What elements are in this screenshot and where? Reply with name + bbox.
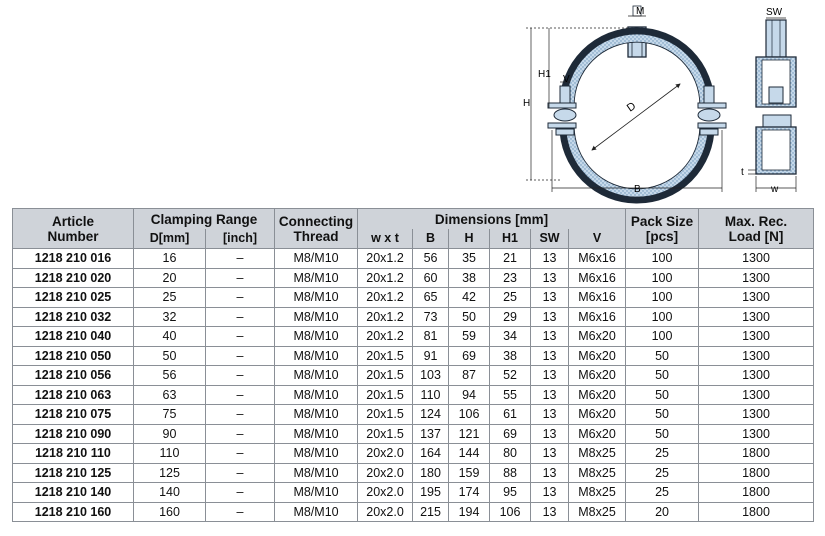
cell-dim-sw: 13	[531, 249, 569, 269]
cell-clamp-inch: –	[206, 327, 275, 347]
cell-clamp-inch: –	[206, 483, 275, 503]
cell-dim-h: 42	[449, 288, 490, 308]
cell-clamp-d-mm: 125	[134, 463, 206, 483]
cell-dim-v: M6x20	[569, 366, 626, 386]
header-max-load: Max. Rec. Load [N]	[699, 209, 814, 249]
table-row	[13, 444, 814, 464]
cell-clamp-inch: –	[206, 288, 275, 308]
cell-pack-size: 25	[626, 444, 699, 464]
cell-dim-sw: 13	[531, 483, 569, 503]
cell-dim-h1: 80	[490, 444, 531, 464]
cell-dim-h1: 95	[490, 483, 531, 503]
cell-connecting-thread: M8/M10	[275, 249, 358, 269]
cell-w-x-t: 20x2.0	[358, 502, 413, 522]
cell-article-number: 1218 210 040	[13, 327, 134, 347]
cell-w-x-t: 20x1.2	[358, 327, 413, 347]
cell-dim-sw: 13	[531, 288, 569, 308]
cell-dim-h1: 52	[490, 366, 531, 386]
header-clamping-range: Clamping Range	[134, 209, 275, 230]
cell-connecting-thread: M8/M10	[275, 444, 358, 464]
cell-connecting-thread: M8/M10	[275, 463, 358, 483]
label-b: B	[634, 184, 641, 195]
cell-pack-size: 100	[626, 307, 699, 327]
cell-dim-sw: 13	[531, 307, 569, 327]
cell-connecting-thread: M8/M10	[275, 483, 358, 503]
cell-dim-sw: 13	[531, 268, 569, 288]
cell-clamp-d-mm: 140	[134, 483, 206, 503]
cell-clamp-inch: –	[206, 268, 275, 288]
cell-clamp-inch: –	[206, 249, 275, 269]
cell-article-number: 1218 210 110	[13, 444, 134, 464]
cell-clamp-d-mm: 25	[134, 288, 206, 308]
cell-dim-h1: 88	[490, 463, 531, 483]
cell-dim-h1: 69	[490, 424, 531, 444]
cell-clamp-inch: –	[206, 307, 275, 327]
cell-dim-sw: 13	[531, 366, 569, 386]
table-row	[13, 249, 814, 269]
cell-clamp-inch: –	[206, 444, 275, 464]
cell-dim-v: M8x25	[569, 444, 626, 464]
table-row	[13, 424, 814, 444]
clamp-front-view	[548, 6, 726, 203]
cell-pack-size: 25	[626, 483, 699, 503]
table-row	[13, 385, 814, 405]
cell-article-number: 1218 210 020	[13, 268, 134, 288]
cell-connecting-thread: M8/M10	[275, 327, 358, 347]
header-article-number: Article Number	[13, 209, 134, 249]
cell-dim-b: 110	[413, 385, 449, 405]
cell-dim-v: M8x25	[569, 463, 626, 483]
table-row	[13, 483, 814, 503]
table-row	[13, 502, 814, 522]
cell-dim-v: M6x20	[569, 346, 626, 366]
cell-dim-h: 174	[449, 483, 490, 503]
cell-clamp-d-mm: 160	[134, 502, 206, 522]
header-h: H	[449, 229, 490, 249]
cell-dim-h1: 21	[490, 249, 531, 269]
technical-drawing	[0, 0, 825, 205]
header-v: V	[569, 229, 626, 249]
cell-connecting-thread: M8/M10	[275, 346, 358, 366]
cell-dim-v: M6x16	[569, 268, 626, 288]
header-b: B	[413, 229, 449, 249]
cell-w-x-t: 20x1.2	[358, 288, 413, 308]
cell-dim-h: 94	[449, 385, 490, 405]
cell-clamp-inch: –	[206, 385, 275, 405]
cell-dim-h1: 29	[490, 307, 531, 327]
header-inch: [inch]	[206, 229, 275, 249]
cell-dim-v: M8x25	[569, 483, 626, 503]
cell-dim-h: 159	[449, 463, 490, 483]
cell-clamp-d-mm: 20	[134, 268, 206, 288]
cell-dim-h: 38	[449, 268, 490, 288]
cell-pack-size: 25	[626, 463, 699, 483]
cell-pack-size: 100	[626, 249, 699, 269]
cell-article-number: 1218 210 075	[13, 405, 134, 425]
cell-dim-h: 59	[449, 327, 490, 347]
label-sw: SW	[766, 7, 783, 18]
cell-article-number: 1218 210 090	[13, 424, 134, 444]
cell-max-load: 1300	[699, 327, 814, 347]
cell-article-number: 1218 210 125	[13, 463, 134, 483]
label-m: M	[636, 6, 645, 17]
cell-dim-v: M6x16	[569, 307, 626, 327]
cell-pack-size: 20	[626, 502, 699, 522]
table-row	[13, 405, 814, 425]
cell-dim-b: 103	[413, 366, 449, 386]
header-d-mm: D[mm]	[134, 229, 206, 249]
cell-dim-h1: 55	[490, 385, 531, 405]
header-wxt: w x t	[358, 229, 413, 249]
cell-connecting-thread: M8/M10	[275, 405, 358, 425]
header-h1: H1	[490, 229, 531, 249]
cell-w-x-t: 20x1.5	[358, 366, 413, 386]
cell-w-x-t: 20x2.0	[358, 463, 413, 483]
cell-dim-v: M6x20	[569, 385, 626, 405]
cell-connecting-thread: M8/M10	[275, 268, 358, 288]
cell-article-number: 1218 210 140	[13, 483, 134, 503]
cell-clamp-d-mm: 75	[134, 405, 206, 425]
cell-dim-h: 144	[449, 444, 490, 464]
cell-dim-h1: 61	[490, 405, 531, 425]
table-row	[13, 366, 814, 386]
cell-article-number: 1218 210 016	[13, 249, 134, 269]
cell-dim-h1: 25	[490, 288, 531, 308]
cell-clamp-d-mm: 90	[134, 424, 206, 444]
cell-dim-h1: 34	[490, 327, 531, 347]
cell-max-load: 1800	[699, 444, 814, 464]
cell-dim-b: 91	[413, 346, 449, 366]
label-v: V	[563, 74, 570, 85]
cell-max-load: 1300	[699, 346, 814, 366]
cell-w-x-t: 20x1.2	[358, 249, 413, 269]
cell-dim-v: M6x16	[569, 288, 626, 308]
cell-max-load: 1300	[699, 405, 814, 425]
cell-dim-h: 106	[449, 405, 490, 425]
cell-dim-b: 73	[413, 307, 449, 327]
cell-dim-b: 164	[413, 444, 449, 464]
cell-dim-sw: 13	[531, 502, 569, 522]
cell-dim-b: 60	[413, 268, 449, 288]
cell-dim-h1: 23	[490, 268, 531, 288]
cell-max-load: 1300	[699, 366, 814, 386]
cell-dim-b: 81	[413, 327, 449, 347]
clamp-side-view	[756, 20, 796, 174]
cell-w-x-t: 20x2.0	[358, 444, 413, 464]
cell-dim-sw: 13	[531, 346, 569, 366]
cell-max-load: 1300	[699, 307, 814, 327]
header-sw: SW	[531, 229, 569, 249]
cell-dim-v: M6x20	[569, 424, 626, 444]
cell-connecting-thread: M8/M10	[275, 502, 358, 522]
cell-dim-h1: 106	[490, 502, 531, 522]
cell-clamp-d-mm: 56	[134, 366, 206, 386]
cell-max-load: 1800	[699, 483, 814, 503]
cell-clamp-d-mm: 32	[134, 307, 206, 327]
cell-dim-b: 215	[413, 502, 449, 522]
cell-connecting-thread: M8/M10	[275, 385, 358, 405]
cell-article-number: 1218 210 032	[13, 307, 134, 327]
cell-dim-h: 194	[449, 502, 490, 522]
cell-dim-v: M8x25	[569, 502, 626, 522]
cell-article-number: 1218 210 063	[13, 385, 134, 405]
cell-max-load: 1300	[699, 288, 814, 308]
cell-dim-h: 35	[449, 249, 490, 269]
label-h: H	[523, 98, 531, 109]
cell-pack-size: 50	[626, 346, 699, 366]
cell-clamp-inch: –	[206, 346, 275, 366]
label-t: t	[741, 167, 744, 178]
cell-clamp-d-mm: 110	[134, 444, 206, 464]
header-pack-size: Pack Size [pcs]	[626, 209, 699, 249]
cell-max-load: 1300	[699, 249, 814, 269]
cell-dim-v: M6x16	[569, 249, 626, 269]
table-row	[13, 346, 814, 366]
cell-w-x-t: 20x1.5	[358, 385, 413, 405]
cell-dim-b: 137	[413, 424, 449, 444]
cell-pack-size: 50	[626, 405, 699, 425]
cell-w-x-t: 20x1.2	[358, 307, 413, 327]
cell-max-load: 1800	[699, 502, 814, 522]
cell-article-number: 1218 210 025	[13, 288, 134, 308]
header-dimensions: Dimensions [mm]	[358, 209, 626, 230]
table-row	[13, 327, 814, 347]
cell-max-load: 1300	[699, 424, 814, 444]
header-connecting-thread: Connecting Thread	[275, 209, 358, 249]
cell-clamp-d-mm: 16	[134, 249, 206, 269]
cell-article-number: 1218 210 160	[13, 502, 134, 522]
cell-dim-v: M6x20	[569, 327, 626, 347]
cell-pack-size: 100	[626, 288, 699, 308]
cell-w-x-t: 20x2.0	[358, 483, 413, 503]
cell-dim-b: 124	[413, 405, 449, 425]
cell-clamp-inch: –	[206, 366, 275, 386]
cell-dim-b: 56	[413, 249, 449, 269]
cell-w-x-t: 20x1.2	[358, 268, 413, 288]
cell-pack-size: 100	[626, 327, 699, 347]
cell-dim-sw: 13	[531, 327, 569, 347]
cell-w-x-t: 20x1.5	[358, 346, 413, 366]
cell-article-number: 1218 210 050	[13, 346, 134, 366]
cell-w-x-t: 20x1.5	[358, 424, 413, 444]
label-d: D	[624, 100, 639, 115]
label-w: w	[771, 184, 779, 195]
label-h1: H1	[538, 69, 551, 80]
cell-dim-h: 87	[449, 366, 490, 386]
cell-pack-size: 50	[626, 385, 699, 405]
cell-connecting-thread: M8/M10	[275, 424, 358, 444]
table-row	[13, 463, 814, 483]
cell-clamp-d-mm: 50	[134, 346, 206, 366]
cell-article-number: 1218 210 056	[13, 366, 134, 386]
cell-clamp-inch: –	[206, 405, 275, 425]
cell-connecting-thread: M8/M10	[275, 366, 358, 386]
table-body	[13, 249, 814, 522]
cell-dim-h: 121	[449, 424, 490, 444]
cell-dim-sw: 13	[531, 424, 569, 444]
cell-dim-sw: 13	[531, 463, 569, 483]
table-row	[13, 288, 814, 308]
cell-dim-sw: 13	[531, 405, 569, 425]
cell-connecting-thread: M8/M10	[275, 307, 358, 327]
cell-clamp-inch: –	[206, 502, 275, 522]
cell-clamp-inch: –	[206, 424, 275, 444]
cell-dim-v: M6x20	[569, 405, 626, 425]
cell-w-x-t: 20x1.5	[358, 405, 413, 425]
cell-max-load: 1300	[699, 385, 814, 405]
table-row	[13, 268, 814, 288]
cell-pack-size: 50	[626, 366, 699, 386]
cell-clamp-inch: –	[206, 463, 275, 483]
cell-pack-size: 50	[626, 424, 699, 444]
cell-clamp-d-mm: 63	[134, 385, 206, 405]
cell-dim-b: 195	[413, 483, 449, 503]
cell-dim-h1: 38	[490, 346, 531, 366]
cell-dim-h: 69	[449, 346, 490, 366]
cell-dim-h: 50	[449, 307, 490, 327]
specification-table	[12, 208, 814, 522]
cell-dim-sw: 13	[531, 444, 569, 464]
cell-max-load: 1800	[699, 463, 814, 483]
cell-pack-size: 100	[626, 268, 699, 288]
cell-dim-sw: 13	[531, 385, 569, 405]
cell-clamp-d-mm: 40	[134, 327, 206, 347]
table-row	[13, 307, 814, 327]
cell-max-load: 1300	[699, 268, 814, 288]
cell-dim-b: 180	[413, 463, 449, 483]
cell-connecting-thread: M8/M10	[275, 288, 358, 308]
cell-dim-b: 65	[413, 288, 449, 308]
